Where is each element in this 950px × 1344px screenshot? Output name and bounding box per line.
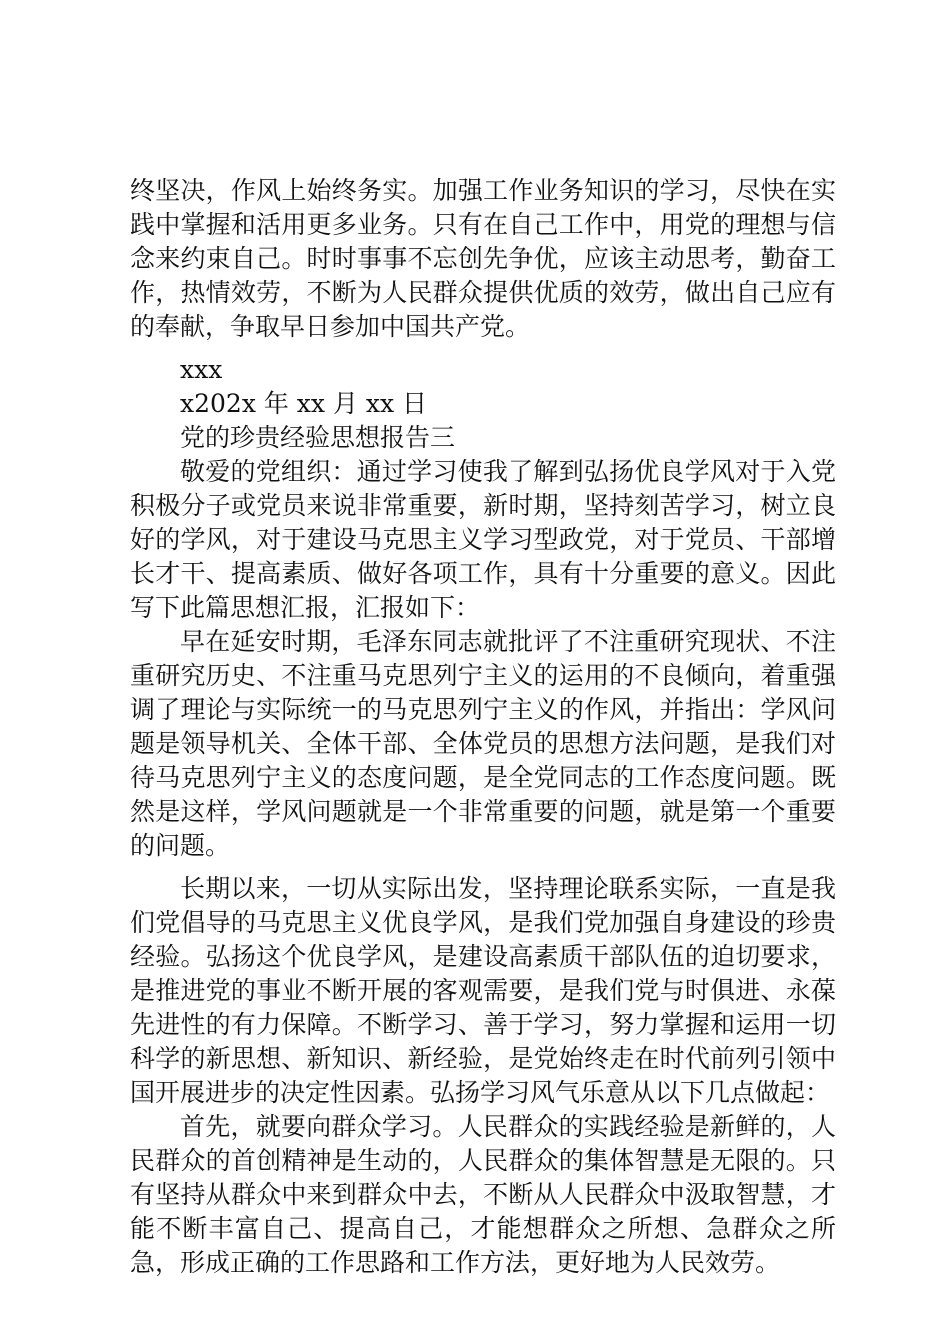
paragraph-first-point: 首先，就要向群众学习。人民群众的实践经验是新鲜的，人民群众的首创精神是生动的，人民群众的集体智慧是无限的。只有坚持从群众中来到群众中去，不断从人民群众中汲取智慧，才能不断丰富自己、提高自己，才能想群众之所想、急群众之所急，形成正确的工作思路和工作方法，更好地为人民效劳。 <box>130 1112 836 1277</box>
paragraph-yanan: 早在延安时期，毛泽东同志就批评了不注重研究现状、不注重研究历史、不注重马克思列宁主义的运用的不良倾向，着重强调了理论与实际统一的马克思列宁主义的作风，并指出：学风问题是领导机关、全体干部、全体党员的思想方法问题，是我们对待马克思列宁主义的态度问题，是全党同志的工作态度问题。既然是这样，学风问题就是一个非常重要的问题，就是第一个重要的问题。 <box>130 627 836 860</box>
paragraph-salutation: 敬爱的党组织：通过学习使我了解到弘扬优良学风对于入党积极分子或党员来说非常重要，新时期，坚持刻苦学习，树立良好的学风，对于建设马克思主义学习型政党，对于党员、干部增长才干、提高素质、做好各项工作，具有十分重要的意义。因此写下此篇思想汇报，汇报如下： <box>130 457 836 622</box>
report-title: 党的珍贵经验思想报告三 <box>180 423 456 452</box>
paragraph-long-term: 长期以来，一切从实际出发，坚持理论联系实际，一直是我们党倡导的马克思主义优良学风，是我们党加强自身建设的珍贵经验。弘扬这个优良学风，是建设高素质干部队伍的迫切要求，是推进党的事业不断开展的客观需要，是我们党与时俱进、永葆先进性的有力保障。不断学习、善于学习，努力掌握和运用一切科学的新思想、新知识、新经验，是党始终走在时代前列引领中国开展进步的决定性因素。弘扬学习风气乐意从以下几点做起： <box>130 874 836 1107</box>
document-body <box>130 174 836 1280</box>
signature-name: xxx <box>180 355 223 384</box>
signature-date: x202x 年 xx 月 xx 日 <box>180 389 428 418</box>
paragraph-continued: 终坚决，作风上始终务实。加强工作业务知识的学习，尽快在实践中掌握和活用更多业务。只有在自己工作中，用党的理想与信念来约束自己。时时事事不忘创先争优，应该主动思考，勤奋工作，热情效劳，不断为人民群众提供优质的效劳，做出自己应有的奉献，争取早日参加中国共产党。 <box>130 176 836 341</box>
